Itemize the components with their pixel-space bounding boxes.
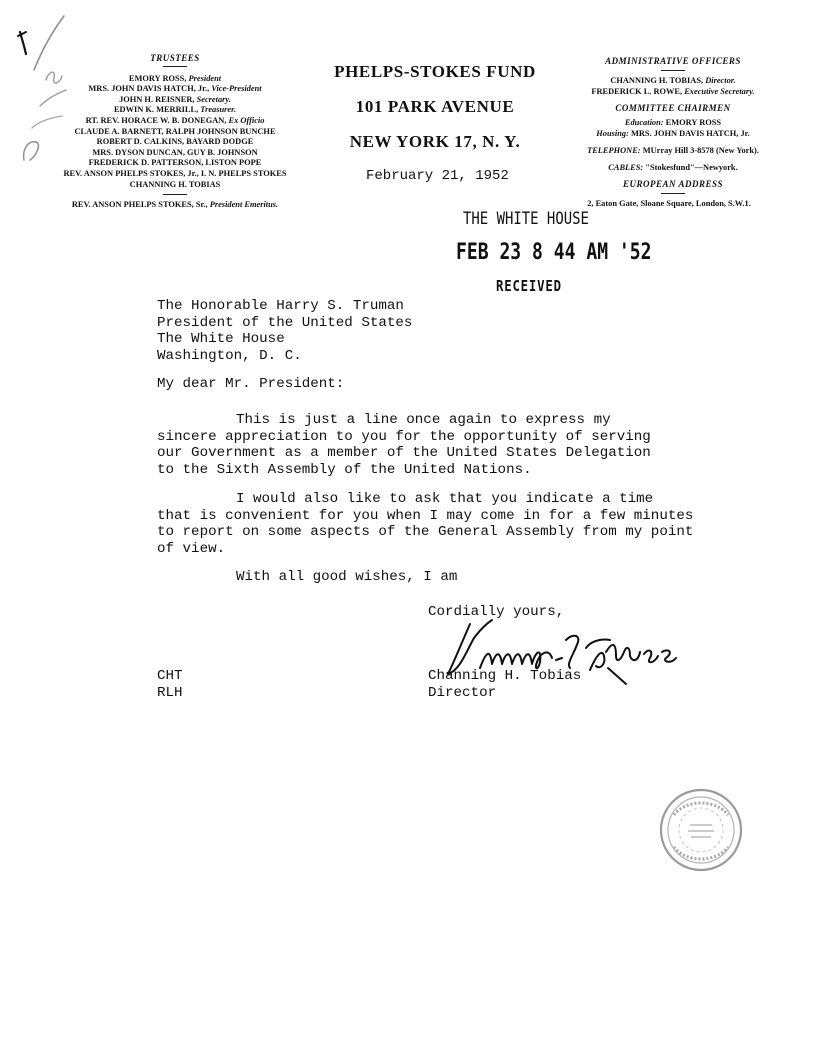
closing: Cordially yours, (428, 604, 565, 620)
trustee-role: President (186, 73, 222, 83)
trustee-name: FREDERICK D. PATTERSON, LISTON POPE (88, 158, 262, 168)
paragraph-text: This is just a line once again to express my (236, 412, 611, 428)
org-name: PHELPS-STOKES FUND (334, 62, 536, 81)
margin-pencil-marks (6, 10, 76, 180)
address-line: The White House (157, 331, 285, 348)
trustee-name: MRS. JOHN DAVIS HATCH, Jr., (88, 84, 210, 94)
paragraph-line (157, 412, 651, 429)
trustee-line (40, 116, 310, 127)
education-line: Education: EMORY ROSS (624, 118, 722, 127)
trustee-name: EMORY ROSS, (128, 73, 187, 83)
european-heading: EUROPEAN ADDRESS (623, 179, 723, 189)
handwritten-signature (440, 612, 700, 692)
initials-line: CHT (157, 668, 183, 684)
stamp-received: RECEIVED (496, 277, 562, 295)
paragraph-2 (157, 491, 693, 557)
paragraph-line (157, 491, 693, 508)
trustee-line (40, 137, 310, 148)
paragraph-line (157, 524, 693, 541)
trustee-name: ROBERT D. CALKINS, BAYARD DODGE (96, 137, 254, 147)
trustee-name: RT. REV. HORACE W. B. DONEGAN, (85, 115, 227, 125)
paragraph-text: to the Sixth Assembly of the United Nations. (157, 461, 532, 478)
paragraph-line (157, 445, 651, 462)
signer-title: Director (428, 684, 497, 701)
address-line: The Honorable Harry S. Truman (157, 298, 404, 314)
library-seal (656, 785, 746, 875)
address-line: President of the United States (157, 314, 413, 331)
european-address: 2, Eaton Gate, Sloane Square, London, S.W.1. (587, 199, 751, 208)
paragraph-text: sincere appreciation to you for the opportunity of serving (157, 428, 651, 445)
telephone-line: TELEPHONE: MUrray Hill 3-8578 (New York). (587, 146, 759, 155)
stamp-white-house: THE WHITE HOUSE (463, 209, 589, 229)
trustee-name: EDWIN K. MERRILL, (113, 105, 199, 115)
trustee-name: CHANNING H. TOBIAS (129, 179, 221, 189)
divider (163, 66, 187, 67)
cables-line: CABLES: "Stokesfund"—Newyork. (608, 163, 738, 172)
salutation: My dear Mr. President: (157, 376, 345, 392)
trustee-line (40, 105, 310, 116)
signer-name: Channing H. Tobias (428, 668, 582, 684)
trustees-list (40, 74, 310, 191)
secretary-line: FREDERICK L. ROWE, Executive Secretary. (591, 87, 755, 96)
trustee-name: REV. ANSON PHELPS STOKES, Jr., I. N. PHELPS STOKES (63, 168, 287, 178)
trustees-block (40, 53, 310, 211)
organization-block (315, 62, 555, 167)
org-city: NEW YORK 17, N. Y. (349, 132, 521, 151)
trustee-line (40, 169, 310, 180)
admin-officers-block (568, 56, 778, 209)
initials-line: RLH (157, 684, 183, 701)
paragraph-text: I would also like to ask that you indicate a time (236, 491, 654, 507)
trustee-line (40, 95, 310, 106)
admin-heading: ADMINISTRATIVE OFFICERS (605, 56, 741, 66)
trustee-line (40, 127, 310, 138)
paragraph-line (157, 429, 651, 446)
inside-address (157, 298, 412, 364)
trustee-role: Vice-President (209, 84, 262, 94)
paragraph-line (157, 541, 693, 558)
paragraph-text: our Government as a member of the United States Delegation (157, 445, 651, 462)
reference-initials (157, 668, 183, 701)
divider (163, 194, 187, 195)
trustee-name: CLAUDE A. BARNETT, RALPH JOHNSON BUNCHE (74, 126, 276, 136)
trustee-role: Secretary. (194, 94, 231, 104)
paragraph-line (157, 508, 693, 525)
paragraph-text: of view. (157, 540, 226, 557)
divider (661, 193, 685, 194)
stamp-date-time: FEB 23 8 44 AM '52 (456, 240, 652, 265)
letter-date: February 21, 1952 (366, 168, 509, 184)
trustee-line (40, 180, 310, 191)
paragraph-3: With all good wishes, I am (236, 569, 458, 585)
org-street: 101 PARK AVENUE (355, 97, 515, 116)
trustee-role: Treasurer. (198, 105, 237, 115)
trustees-heading: TRUSTEES (150, 53, 200, 63)
paragraph-text: to report on some aspects of the General Assembly from my point (157, 524, 694, 541)
trustee-role: Ex Officio (226, 115, 265, 125)
paragraph-text: that is convenient for you when I may come in for a few minutes (157, 507, 694, 524)
trustee-name: MRS. DYSON DUNCAN, GUY B. JOHNSON (92, 147, 258, 157)
trustee-emeritus: REV. ANSON PHELPS STOKES, Sr., President Emeritus. (71, 200, 279, 210)
paragraph-1 (157, 412, 651, 478)
address-line: Washington, D. C. (157, 347, 302, 364)
trustee-line (40, 148, 310, 159)
trustee-name: JOHN H. REISNER, (119, 94, 195, 104)
trustee-line (40, 158, 310, 169)
committee-heading: COMMITTEE CHAIRMEN (615, 103, 731, 113)
divider (661, 70, 685, 71)
trustee-line (40, 74, 310, 85)
director-line: CHANNING H. TOBIAS, Director. (610, 76, 736, 85)
housing-line: Housing: MRS. JOHN DAVIS HATCH, Jr. (596, 129, 750, 138)
paragraph-line (157, 462, 651, 479)
trustee-line (40, 84, 310, 95)
